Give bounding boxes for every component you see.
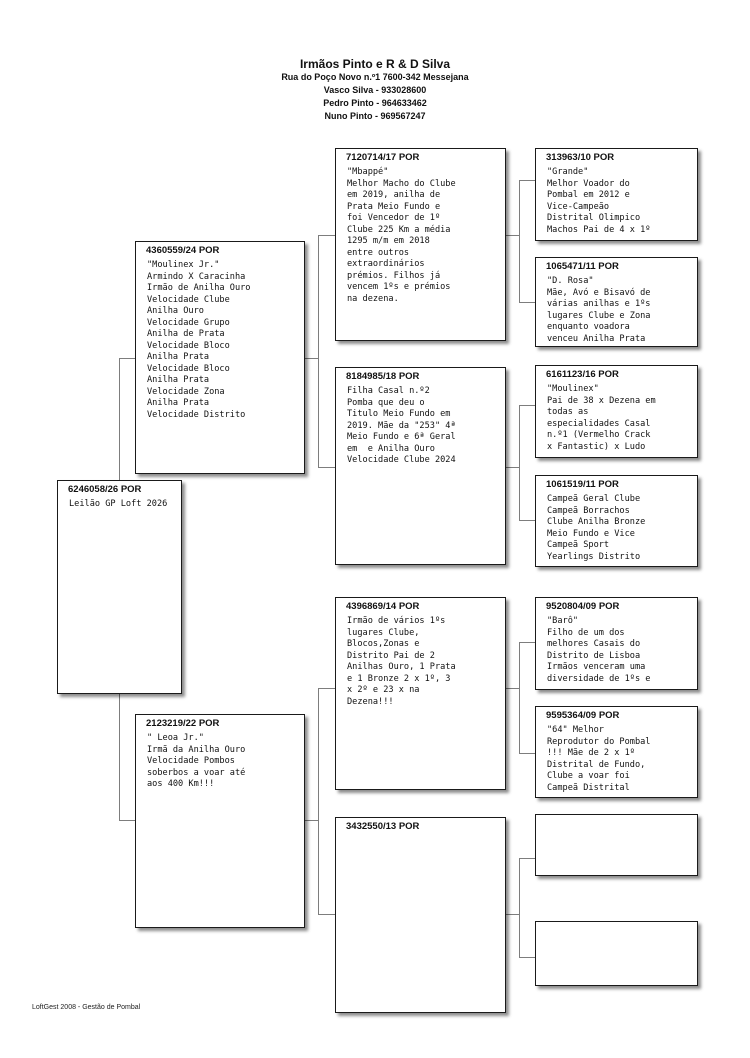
pedigree-card-ss-sire[interactable] [535, 148, 698, 241]
ring-number: 8184985/18 POR [346, 371, 420, 382]
contact-pedro: Pedro Pinto - 964633462 [323, 98, 427, 108]
ring-number: 2123219/22 POR [146, 718, 220, 729]
ring-number: 3432550/13 POR [346, 821, 420, 832]
pedigree-card-sire-sire[interactable] [335, 148, 506, 341]
bird-description: "Moulinex Jr." Armindo X Caracinha Irmão de Anilha Ouro Velocidade Clube Anilha Ouro Velocidade Grupo Anilha de Prata Velocidade Bloco Anilha Prata Velocidade Bloco Anilha Prata Velocidade Zona Anilha Prata Velocidade Distrito [147, 260, 251, 420]
ring-number: 7120714/17 POR [346, 152, 420, 163]
breeder-address: Rua do Poço Novo n.º1 7600-342 Messejana [281, 72, 469, 82]
bird-description: Filha Casal n.º2 Pomba que deu o Titulo Meio Fundo em 2019. Mãe da "253" 4ª Meio Fundo e 6ª Geral em e Anilha Ouro Velocidade Clube 2024 [347, 386, 456, 465]
breeder-name: Irmãos Pinto e R & D Silva [299, 57, 451, 71]
ring-number: 6246058/26 POR [68, 484, 142, 495]
ring-number: 1065471/11 POR [546, 261, 619, 272]
contact-nuno: Nuno Pinto - 969567247 [324, 111, 426, 121]
bird-description: "Barô" Filho de um dos melhores Casais do Distrito de Lisboa Irmãos venceram uma diversidade de 1ºs e [547, 616, 651, 684]
bird-description: "Grande" Melhor Voador do Pombal em 2012 e Vice-Campeão Distrital Olimpico Machos Pai de 4 x 1º [547, 167, 651, 235]
pedigree-card-dd-sire[interactable] [535, 814, 698, 876]
pedigree-card-dam-dam[interactable] [335, 817, 506, 1013]
bird-description: "64" Melhor Reprodutor do Pombal !!! Mãe de 2 x 1º Distrital de Fundo, Clube a voar foi Campeã Distrital [547, 725, 651, 793]
ring-number: 4396869/14 POR [346, 601, 420, 612]
bird-description: " Leoa Jr." Irmã da Anilha Ouro Velocidade Pombos soberbos a voar até aos 400 Km!!! [147, 733, 246, 789]
bird-description: "Mbappé" Melhor Macho do Clube em 2019, anilha de Prata Meio Fundo e foi Vencedor de 1º Clube 225 Km a média 1295 m/m em 2018 entre outros extraordinários prémios. Filhos já vencem 1ºs e prémios na dezena. [347, 167, 456, 304]
pedigree-card-ds-sire[interactable] [535, 597, 698, 690]
pedigree-card-dd-dam[interactable] [535, 921, 698, 986]
bird-description: Irmão de vários 1ºs lugares Clube, Blocos,Zonas e Distrito Pai de 2 Anilhas Ouro, 1 Prata e 1 Bronze 2 x 1º, 3 x 2º e 23 x na Dezena!!! [347, 616, 456, 707]
pedigree-card-subject[interactable] [57, 480, 182, 694]
footer-credit: LoftGest 2008 - Gestão de Pombal [32, 1004, 141, 1011]
ring-number: 4360559/24 POR [146, 245, 220, 256]
pedigree-card-sd-dam[interactable] [535, 475, 698, 567]
pedigree-card-ds-dam[interactable] [535, 706, 698, 798]
bird-description: Campeã Geral Clube Campeã Borrachos Clube Anilha Bronze Meio Fundo e Vice Campeã Sport Yearlings Distrito [547, 494, 646, 562]
ring-number: 9520804/09 POR [546, 601, 620, 612]
pedigree-card-dam[interactable] [135, 714, 305, 928]
pedigree-card-sd-sire[interactable] [535, 365, 698, 458]
bird-description: "D. Rosa" Mãe, Avó e Bisavó de várias anilhas e 1ºs lugares Clube e Zona enquanto voadora venceu Anilha Prata [547, 276, 651, 344]
ring-number: 9595364/09 POR [546, 710, 620, 721]
pedigree-card-sire[interactable] [135, 241, 305, 474]
bird-description: Leilão GP Loft 2026 [69, 499, 168, 509]
pedigree-card-ss-dam[interactable] [535, 257, 698, 347]
ring-number: 1061519/11 POR [546, 479, 619, 490]
pedigree-card-dam-sire[interactable] [335, 597, 506, 790]
pedigree-card-sire-dam[interactable] [335, 367, 506, 565]
ring-number: 313963/10 POR [546, 152, 615, 163]
bird-description: "Moulinex" Pai de 38 x Dezena em todas as especialidades Casal n.º1 (Vermelho Crack x Fantastic) x Ludo [547, 384, 656, 452]
ring-number: 6161123/16 POR [546, 369, 619, 380]
contact-vasco: Vasco Silva - 933028600 [323, 85, 427, 95]
